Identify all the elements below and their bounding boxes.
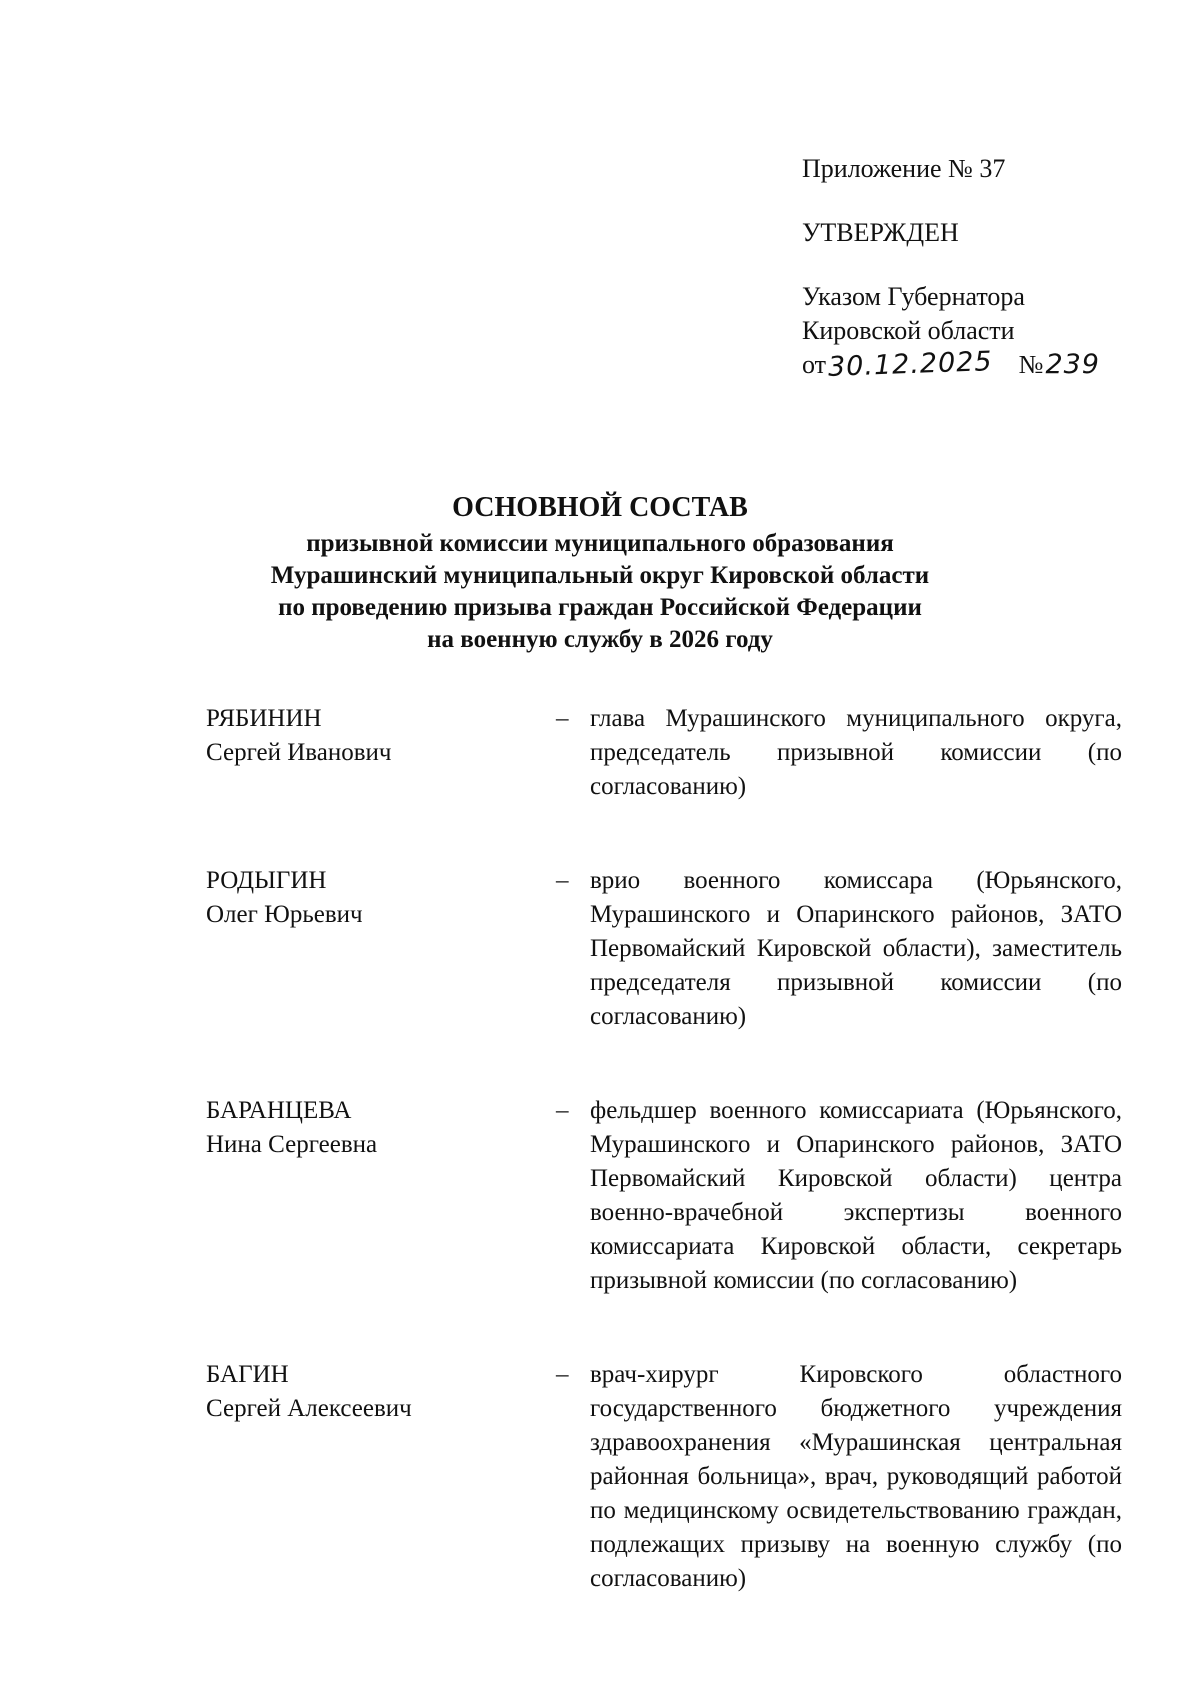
member-name — [206, 1358, 556, 1596]
list-item — [206, 864, 1122, 1034]
document-title — [0, 488, 1200, 656]
dash: – — [556, 1361, 569, 1388]
dash: – — [556, 705, 569, 732]
member-role: фельдшер военного комиссариата (Юрьянского, Мурашинского и Опаринского районов, ЗАТО Первомайский Кировской области) центра военно-врачебной экспертизы военного комиссариата Кировской области, секретарь призывной комиссии (по согласованию) — [590, 1097, 1122, 1294]
member-name — [206, 702, 556, 804]
members-list — [206, 702, 1122, 1596]
member-surname: БАГИН — [206, 1361, 289, 1388]
decree-date-number-line — [802, 348, 1100, 382]
member-role: врач-хирург Кировского областного государственного бюджетного учреждения здравоохранения «Мурашинская центральная районная больница», врач, руководящий работой по медицинскому освидетельствованию граждан, подлежащих призыву на военную службу (по согласованию) — [590, 1361, 1122, 1592]
member-surname: БАРАНЦЕВА — [206, 1097, 352, 1124]
number-prefix: № — [1018, 350, 1044, 379]
title-line-4: на военную службу в 2026 году — [427, 626, 773, 653]
date-prefix: от — [802, 350, 827, 379]
member-given-name: Сергей Иванович — [206, 739, 392, 766]
title-main: ОСНОВНОЙ СОСТАВ — [452, 492, 748, 523]
member-name — [206, 1094, 556, 1298]
member-role: глава Мурашинского муниципального округа, председатель призывной комиссии (по согласованию) — [590, 705, 1122, 800]
member-given-name: Сергей Алексеевич — [206, 1395, 412, 1422]
member-name — [206, 864, 556, 1034]
list-item — [206, 1358, 1122, 1596]
member-role: врио военного комиссара (Юрьянского, Мурашинского и Опаринского районов, ЗАТО Первомайский Кировской области), заместитель председателя призывной комиссии (по согласованию) — [590, 867, 1122, 1030]
dash: – — [556, 1097, 569, 1124]
handwritten-date: 30.12.2025 — [827, 346, 994, 383]
title-line-3: по проведению призыва граждан Российской Федерации — [278, 594, 922, 621]
list-item — [206, 702, 1122, 804]
member-given-name: Нина Сергеевна — [206, 1131, 378, 1158]
approved-label: УТВЕРЖДЕН — [802, 218, 959, 247]
title-line-2: Мурашинский муниципальный округ Кировской области — [270, 562, 930, 589]
decree-line-1: Указом Губернатора — [802, 282, 1025, 311]
member-given-name: Олег Юрьевич — [206, 901, 363, 928]
appendix-number: Приложение № 37 — [802, 154, 1006, 183]
decree-line-2: Кировской области — [802, 316, 1015, 345]
list-item — [206, 1094, 1122, 1298]
title-line-1: призывной комиссии муниципального образования — [306, 530, 894, 557]
handwritten-number: 239 — [1045, 349, 1100, 380]
dash: – — [556, 867, 569, 894]
approval-stamp-block — [802, 152, 1100, 382]
member-surname: РЯБИНИН — [206, 705, 322, 732]
member-surname: РОДЫГИН — [206, 867, 327, 894]
